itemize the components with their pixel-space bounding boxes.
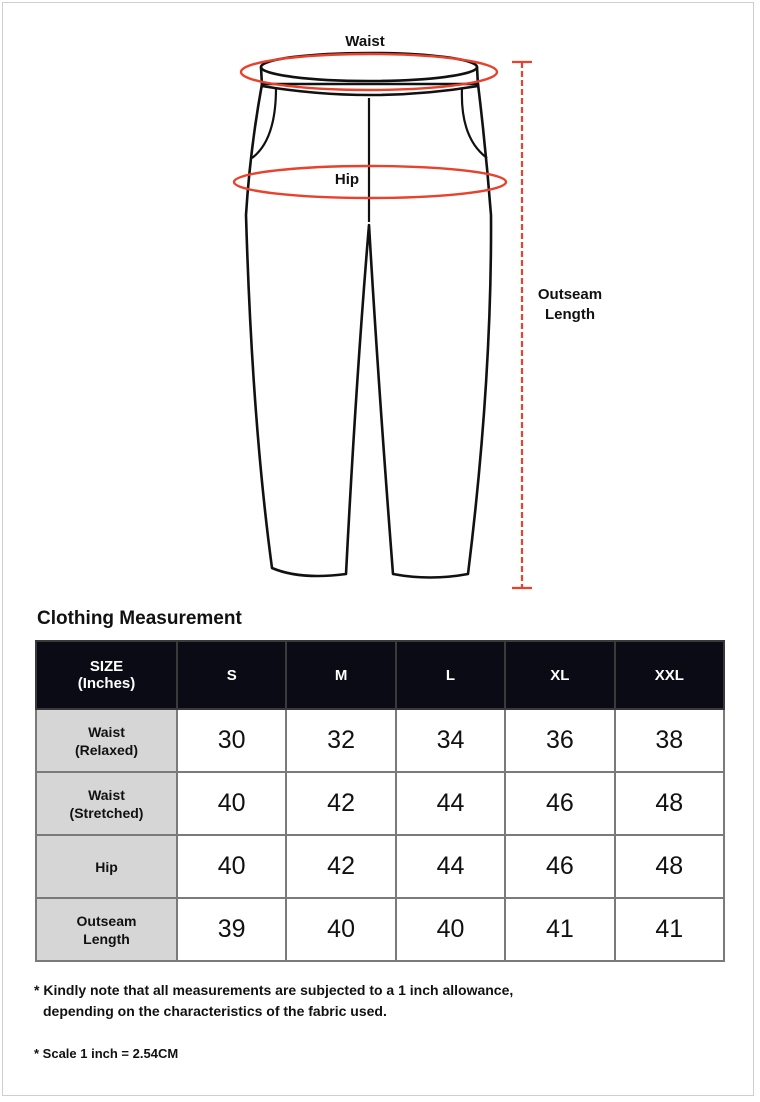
row-label-line2: Length (83, 930, 130, 947)
outseam-measure-line (512, 62, 532, 588)
table-cell: 44 (396, 835, 505, 898)
scale-note: * Scale 1 inch = 2.54CM (34, 1046, 179, 1061)
size-header-line1: SIZE (89, 658, 124, 675)
table-cell: 36 (505, 709, 614, 772)
waist-label: Waist (345, 33, 385, 50)
outseam-label-line1: Outseam (537, 286, 603, 303)
row-label-line1: Waist (88, 786, 125, 803)
table-cell: 42 (286, 772, 395, 835)
size-header-l: L (396, 641, 505, 709)
table-cell: 48 (615, 772, 724, 835)
size-header-line2: (Inches) (77, 675, 136, 692)
size-header-xxl: XXL (615, 641, 724, 709)
row-label-line1: Hip (95, 858, 118, 875)
table-row-hip (36, 835, 724, 898)
table-cell: 40 (286, 898, 395, 961)
table-cell: 40 (177, 835, 286, 898)
table-cell: 40 (396, 898, 505, 961)
table-cell: 38 (615, 709, 724, 772)
row-label (36, 772, 177, 835)
row-label-line1: Waist (88, 723, 125, 740)
table-cell: 46 (505, 772, 614, 835)
row-label (36, 835, 177, 898)
allowance-note-line2: depending on the characteristics of the fabric used. (43, 1003, 387, 1019)
size-unit-header (36, 641, 177, 709)
table-cell: 44 (396, 772, 505, 835)
table-row-waist-stretched (36, 772, 724, 835)
size-header-m: M (286, 641, 395, 709)
size-header-xl: XL (505, 641, 614, 709)
size-chart-table (35, 640, 725, 962)
row-label (36, 898, 177, 961)
table-cell: 40 (177, 772, 286, 835)
hip-label: Hip (334, 171, 360, 188)
table-cell: 30 (177, 709, 286, 772)
table-cell: 39 (177, 898, 286, 961)
section-title: Clothing Measurement (37, 608, 242, 629)
allowance-note-line1: * Kindly note that all measurements are subjected to a 1 inch allowance, (34, 982, 514, 998)
table-cell: 42 (286, 835, 395, 898)
table-cell: 48 (615, 835, 724, 898)
table-row-outseam-length (36, 898, 724, 961)
row-label-line2: (Stretched) (69, 804, 144, 821)
size-header-s: S (177, 641, 286, 709)
row-label (36, 709, 177, 772)
table-cell: 41 (505, 898, 614, 961)
table-cell: 46 (505, 835, 614, 898)
table-cell: 34 (396, 709, 505, 772)
table-cell: 32 (286, 709, 395, 772)
table-header-row (36, 641, 724, 709)
table-cell: 41 (615, 898, 724, 961)
outseam-label (522, 285, 618, 325)
allowance-note (34, 980, 513, 1022)
row-label-line1: Outseam (76, 912, 137, 929)
outseam-label-line2: Length (545, 306, 595, 323)
row-label-line2: (Relaxed) (74, 741, 139, 758)
table-row-waist-relaxed (36, 709, 724, 772)
